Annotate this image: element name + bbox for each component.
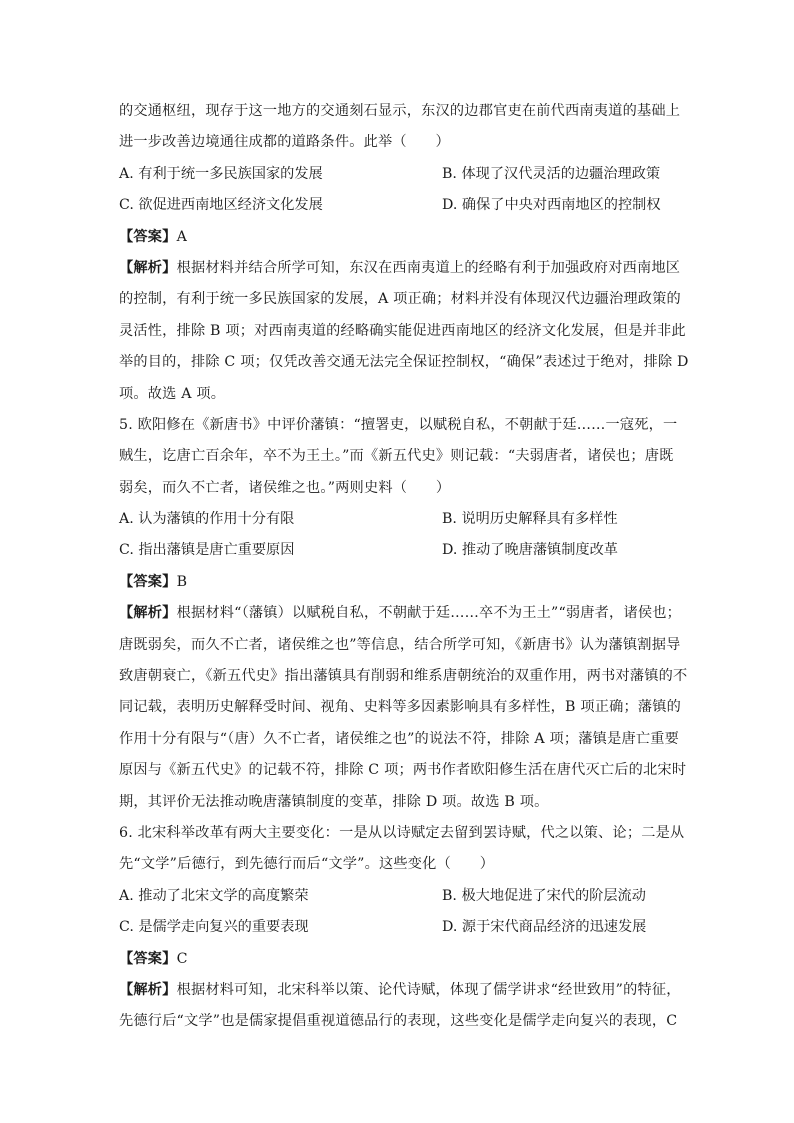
analysis-text: 先德行后“文学”也是儒家提倡重视道德品行的表现，这些变化是儒学走向复兴的表现，C: [119, 1013, 678, 1030]
analysis-text: 灵活性，排除 B 项；对西南夷道的经略确实能促进西南地区的经济文化发展，但是并非此: [119, 322, 686, 339]
analysis-line: [119, 787, 679, 818]
question-q4: [119, 96, 689, 410]
option-choice: C. 指出藩镇是唐亡重要原因: [119, 542, 295, 559]
answer-label: 【答案】: [119, 573, 177, 590]
analysis-line: [119, 284, 679, 315]
question-q5: [119, 410, 688, 818]
analysis-line: [119, 724, 679, 755]
option-choice: A. 有利于统一多民族国家的发展: [119, 165, 323, 182]
option-choice: C. 欲促进西南地区经济文化发展: [119, 197, 323, 214]
analysis-line: [119, 661, 688, 692]
options-row: [119, 159, 679, 190]
option-choice: D. 源于宋代商品经济的迅速发展: [442, 919, 647, 936]
analysis-line: [119, 253, 679, 284]
option-choice: B. 体现了汉代灵活的边疆治理政策: [442, 165, 661, 182]
analysis-line: [119, 347, 689, 378]
analysis-text: 根据材料并结合所学可知，东汉在西南夷道上的经略有利于加强政府对西南地区: [176, 259, 681, 276]
answer-line: [119, 222, 679, 253]
answer-value: A: [176, 228, 188, 245]
analysis-label: 【解析】: [119, 981, 177, 998]
option-choice: D. 推动了晚唐藩镇制度改革: [442, 542, 618, 559]
question-stem-line: 贼生，讫唐亡百余年，卒不为王土。”而《新五代史》则记载：“夫弱唐者，诸侯也；唐既: [119, 448, 674, 465]
analysis-text: 的控制，有利于统一多民族国家的发展，A 项正确；材料并没有体现汉代边疆治理政策的: [119, 291, 681, 308]
analysis-text: 期，其评价无法推动晚唐藩镇制度的变革，排除 D 项。故选 B 项。: [119, 793, 549, 810]
analysis-line: [119, 692, 682, 723]
option-choice: A. 认为藩镇的作用十分有限: [119, 511, 295, 528]
analysis-text: 根据材料可知，北宋科举以策、论代诗赋，体现了儒学讲求“经世致用”的特征，: [176, 981, 681, 998]
analysis-line: [119, 630, 679, 661]
answer-label: 【答案】: [119, 950, 177, 967]
question-stem-line: 先“文学”后德行，到先德行而后“文学”。这些变化（ ）: [119, 856, 495, 873]
analysis-label: 【解析】: [119, 605, 177, 622]
question-stem-line: 的交通枢纽，现存于这一地方的交通刻石显示，东汉的边郡官吏在前代西南夷道的基础上: [119, 103, 681, 119]
options-row: [119, 504, 679, 535]
analysis-text: 唐既弱矣，而久不亡者，诸侯维之也”等信息，结合所学可知，《新唐书》认为藩镇割据导: [119, 636, 681, 653]
answer-line: [119, 567, 679, 598]
analysis-label: 【解析】: [119, 259, 177, 276]
question-stem-line: 弱矣，而久不亡者，诸侯维之也。”两则史料（ ）: [119, 479, 451, 496]
question-stem-line: 5. 欧阳修在《新唐书》中评价藩镇：“擅署吏，以赋税自私，不朝献于廷……一寇死，一: [119, 416, 678, 433]
analysis-line: [119, 1006, 679, 1037]
analysis-text: 作用十分有限与“（唐）久不亡者，诸侯维之也”的说法不符，排除 A 项；藩镇是唐亡重要: [119, 730, 680, 747]
analysis-line: [119, 598, 679, 629]
analysis-line: [119, 975, 679, 1006]
option-choice: B. 极大地促进了宋代的阶层流动: [442, 887, 646, 904]
analysis-text: 同记载，表明历史解释受时间、视角、史料等多因素影响具有多样性，B 项正确；藩镇的: [119, 699, 682, 716]
options-row: [119, 912, 679, 943]
option-choice: B. 说明历史解释具有多样性: [442, 511, 618, 528]
question-stem-line: 进一步改善边境通往成都的道路条件。此举（ ）: [119, 134, 450, 151]
options-row: [119, 535, 679, 566]
analysis-line: [119, 379, 679, 410]
analysis-text: 项。故选 A 项。: [119, 385, 226, 402]
document-page: [119, 96, 689, 1038]
question-stem-line: 6. 北宋科举改革有两大主要变化：一是从以诗赋定去留到罢诗赋，代之以策、论；二是从: [119, 824, 685, 841]
analysis-text: 原因与《新五代史》的记载不符，排除 C 项；两书作者欧阳修生活在唐代灭亡后的北宋时: [119, 762, 687, 779]
answer-line: [119, 944, 679, 975]
options-row: [119, 190, 679, 221]
analysis-text: 致唐朝衰亡，《新五代史》指出藩镇具有削弱和维系唐朝统治的双重作用，两书对藩镇的不: [119, 668, 688, 685]
option-choice: A. 推动了北宋文学的高度繁荣: [119, 887, 309, 904]
answer-value: B: [176, 573, 188, 590]
analysis-line: [119, 316, 686, 347]
option-choice: C. 是儒学走向复兴的重要表现: [119, 919, 309, 936]
question-q6: [119, 818, 685, 1038]
answer-label: 【答案】: [119, 228, 177, 245]
options-row: [119, 881, 679, 912]
answer-value: C: [176, 950, 188, 967]
analysis-line: [119, 755, 687, 786]
option-choice: D. 确保了中央对西南地区的控制权: [442, 197, 661, 214]
analysis-text: 根据材料“（藩镇）以赋税自私，不朝献于廷……卒不为王土”“弱唐者，诸侯也；: [176, 605, 681, 622]
analysis-text: 举的目的，排除 C 项；仅凭改善交通无法完全保证控制权，“确保”表述过于绝对，排除 D: [119, 354, 689, 371]
